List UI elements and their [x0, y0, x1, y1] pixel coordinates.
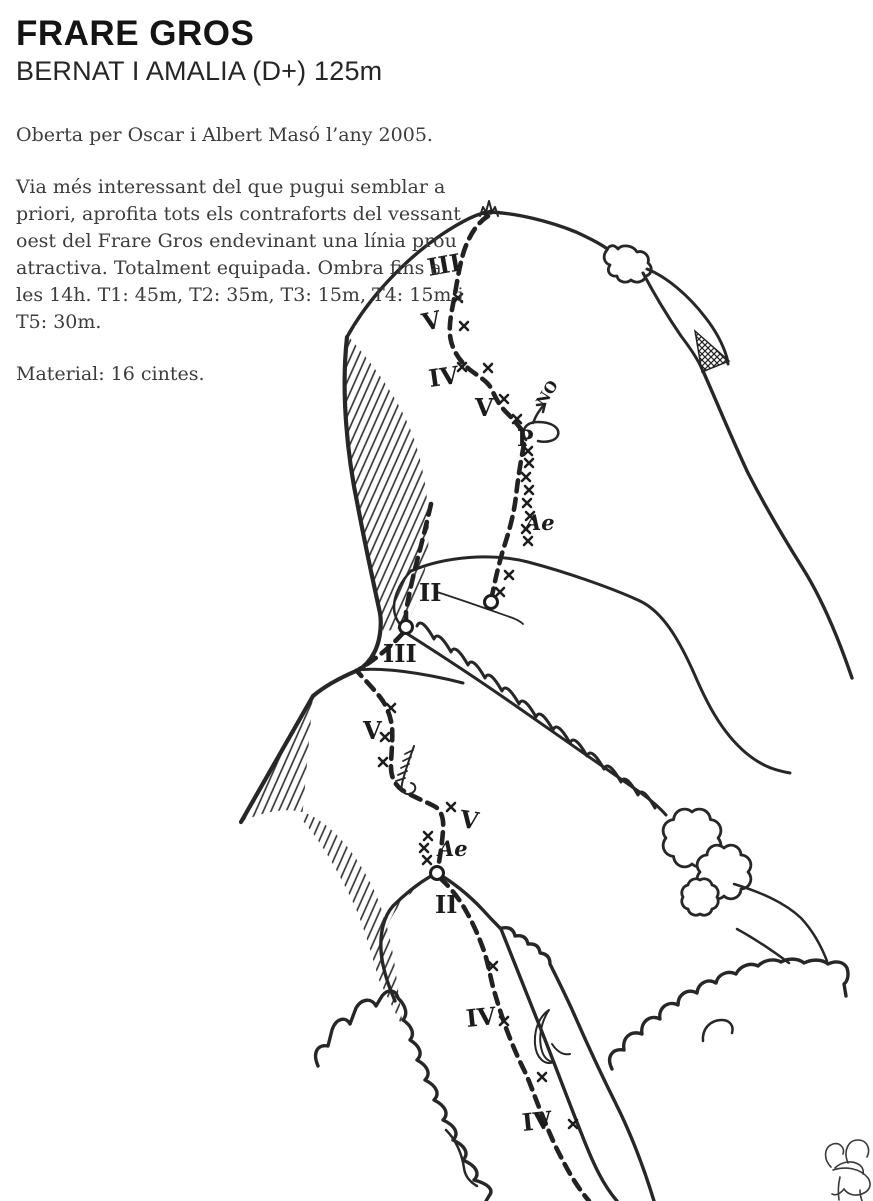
slab-line-from-bush-upper	[734, 884, 827, 961]
lower-slab-line-left	[501, 929, 617, 1201]
route-grade-label: IV	[426, 360, 461, 393]
bolt-x-mark	[423, 856, 431, 864]
scalloped-rib-underside	[406, 633, 666, 815]
material-text: Material: 16 cintes.	[16, 363, 205, 386]
goat-logo	[826, 1140, 871, 1201]
bush-blob	[682, 879, 718, 915]
col-ledge-line	[356, 669, 463, 683]
bolt-x-mark	[522, 473, 530, 481]
bolt-x-mark	[379, 758, 387, 766]
scalloped-rib-top	[417, 623, 655, 808]
bottom-right-rock-outline	[610, 959, 848, 1069]
gendarme-left-edge	[643, 273, 702, 369]
bolt-x-mark	[424, 832, 432, 840]
route-grade-label: III	[425, 247, 464, 282]
mid-buttress-shadow	[241, 696, 403, 1028]
bolt-x-mark	[525, 459, 533, 467]
small-scallop-detail	[552, 1044, 570, 1054]
route-grade-label: Ae	[438, 836, 468, 861]
first-ascent-text: Oberta per Oscar i Albert Masó l’any 2005.	[16, 124, 433, 147]
bolt-x-mark	[484, 364, 492, 372]
rappel-ring-anchor	[431, 867, 444, 880]
bolt-x-mark	[523, 499, 531, 507]
route-grade-label: V	[419, 304, 444, 337]
summit-cairn-stone	[488, 209, 493, 214]
summit-dome-right-outline	[489, 212, 606, 248]
bolt-x-mark	[569, 1120, 577, 1128]
bolt-x-mark	[538, 1073, 546, 1081]
bolt-x-mark	[447, 803, 455, 811]
rib-bush-cluster	[663, 809, 751, 915]
goat-belly	[832, 1189, 864, 1195]
route-grade-label: V	[363, 716, 382, 745]
rappel-ring-anchor	[400, 621, 413, 634]
goat-horn-right	[846, 1140, 869, 1163]
bolt-x-mark	[420, 844, 428, 852]
route-line-lower-pitches	[440, 878, 589, 1201]
goat-rear-leg	[860, 1190, 862, 1201]
bolt-x-mark	[387, 704, 395, 712]
bolt-x-mark	[525, 486, 533, 494]
route-grade-label: III	[383, 639, 417, 668]
bolt-x-mark	[524, 537, 532, 545]
rappel-ring-anchor	[485, 596, 498, 609]
rappel-point-label: P	[517, 426, 534, 452]
goat-front-leg	[838, 1177, 840, 1200]
rappel-point	[517, 377, 562, 452]
route-grade-label: V	[458, 804, 481, 836]
route-grade-label: II	[435, 890, 458, 919]
route-grade-label: II	[419, 578, 442, 607]
route-subtitle: BERNAT I AMALIA (D+) 125m	[16, 55, 383, 86]
lower-slab-line-right	[502, 928, 654, 1201]
main-right-ridge	[703, 371, 852, 678]
traverse-ledge-line	[437, 592, 523, 624]
bottom-right-rock-curl	[703, 1020, 733, 1041]
route-grade-label: V	[475, 393, 494, 422]
bolt-x-mark	[505, 571, 513, 579]
bottom-left-rock-echo-line	[446, 1130, 477, 1186]
route-info-block	[16, 12, 468, 388]
bolt-x-mark	[500, 395, 508, 403]
page-title: FRARE GROS	[16, 14, 255, 53]
route-description-text: Via més interessant del que pugui semblar a priori, aprofita tots els contraforts del vessant oest del Frare Gros endevinant una línia prou atractiva. Totalment equipada. Ombra fins a les 14h. T1: 45m, T2: 35m, T3: 15m, T4: 15m i T5: 30m.	[16, 176, 464, 334]
slab-line-from-bush-lower	[737, 929, 789, 963]
descent-direction-label: NO	[532, 377, 562, 410]
route-grade-label: IV	[520, 1105, 554, 1137]
bolt-x-mark	[496, 588, 504, 596]
bolt-x-mark	[381, 733, 389, 741]
route-grade-label: IV	[464, 1001, 498, 1033]
route-grade-label: Ae	[525, 510, 555, 535]
